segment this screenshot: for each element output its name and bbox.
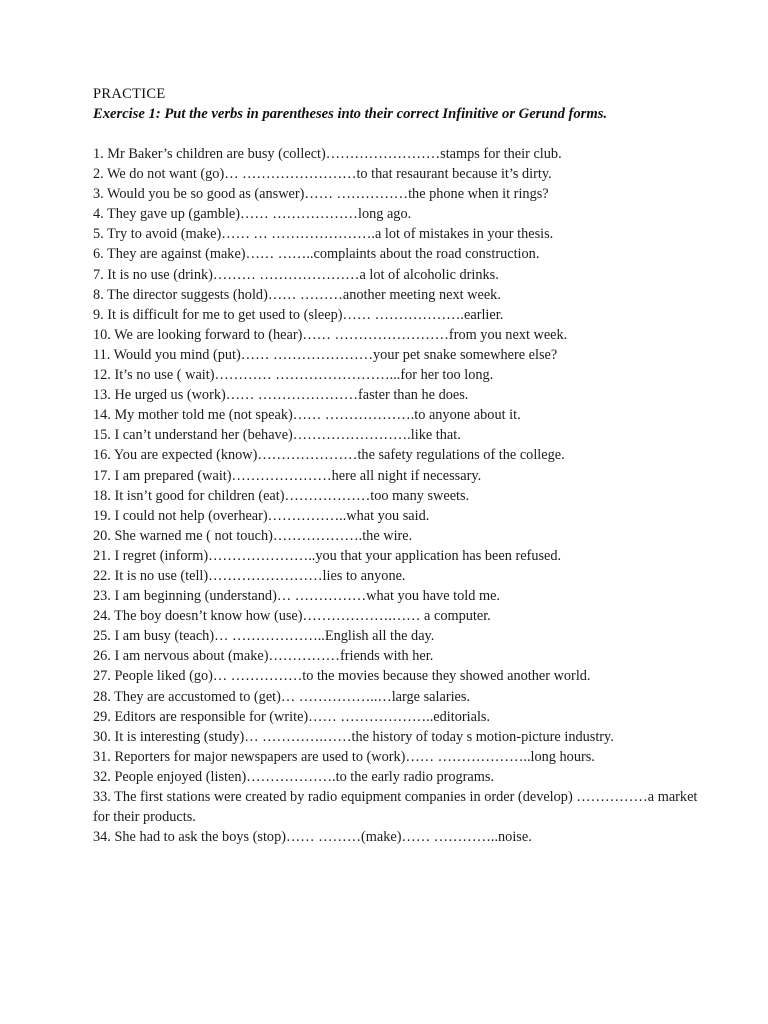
exercise-item: 28. They are accustomed to (get)… ……………..…large salaries. bbox=[93, 688, 471, 705]
exercise-item: 22. It is no use (tell)……………………lies to anyone. bbox=[93, 567, 406, 584]
exercise-item: 5. Try to avoid (make)…… … ………………….a lot of mistakes in your thesis. bbox=[93, 226, 554, 243]
exercise-item: 2. We do not want (go)… ……………………to that resaurant because it’s dirty. bbox=[93, 166, 552, 183]
page-heading: PRACTICE bbox=[93, 86, 166, 102]
exercise-item: 31. Reporters for major newspapers are used to (work)…… ………………..long hours. bbox=[93, 748, 595, 765]
document-page bbox=[93, 84, 713, 847]
exercise-item: 4. They gave up (gamble)…… ………………long ago. bbox=[93, 206, 412, 223]
exercise-item: 12. It’s no use ( wait)………… ……………………...for her too long. bbox=[93, 367, 494, 384]
exercise-item: 10. We are looking forward to (hear)…… ……………………from you next week. bbox=[93, 326, 568, 343]
exercise-item: 25. I am busy (teach)… ………………..English all the day. bbox=[93, 628, 435, 645]
exercise-item: 15. I can’t understand her (behave)…………………….like that. bbox=[93, 427, 461, 444]
exercise-item: 3. Would you be so good as (answer)…… ……………the phone when it rings? bbox=[93, 186, 549, 203]
exercise-item: 26. I am nervous about (make)……………friends with her. bbox=[93, 648, 434, 665]
exercise-item: 19. I could not help (overhear)……………..what you said. bbox=[93, 507, 430, 524]
exercise-item: 33. The first stations were created by radio equipment companies in order (develop) ……………a market for their products. bbox=[93, 789, 698, 826]
exercise-item: 16. You are expected (know)…………………the safety regulations of the college. bbox=[93, 447, 565, 464]
exercise-item: 17. I am prepared (wait)…………………here all night if necessary. bbox=[93, 467, 482, 484]
spacer bbox=[93, 124, 713, 144]
exercise-item: 32. People enjoyed (listen)……………….to the early radio programs. bbox=[93, 768, 495, 785]
exercise-item: 9. It is difficult for me to get used to (sleep)…… ……………….earlier. bbox=[93, 306, 504, 323]
exercise-item: 34. She had to ask the boys (stop)…… ………(make)…… …………..noise. bbox=[93, 829, 532, 846]
exercise-item: 30. It is interesting (study)… ………….……the history of today s motion-picture industry. bbox=[93, 728, 614, 745]
exercise-item: 23. I am beginning (understand)… ……………what you have told me. bbox=[93, 588, 500, 605]
exercise-instructions: Exercise 1: Put the verbs in parentheses into their correct Infinitive or Gerund forms. bbox=[93, 106, 608, 122]
exercise-item: 18. It isn’t good for children (eat)………………too many sweets. bbox=[93, 487, 470, 504]
exercise-item: 29. Editors are responsible for (write)…… ………………..editorials. bbox=[93, 708, 491, 725]
exercise-item: 24. The boy doesn’t know how (use)……………….…… a computer. bbox=[93, 608, 491, 625]
exercise-item: 7. It is no use (drink)……… …………………a lot of alcoholic drinks. bbox=[93, 266, 499, 283]
exercise-item: 1. Mr Baker’s children are busy (collect)……………………stamps for their club. bbox=[93, 146, 562, 162]
exercise-item: 8. The director suggests (hold)…… ………another meeting next week. bbox=[93, 286, 501, 303]
exercise-item: 11. Would you mind (put)…… …………………your pet snake somewhere else? bbox=[93, 346, 558, 363]
exercise-item: 6. They are against (make)…… ……..complaints about the road construction. bbox=[93, 246, 540, 263]
exercise-item: 27. People liked (go)… ……………to the movies because they showed another world. bbox=[93, 668, 591, 685]
exercise-item: 21. I regret (inform)…………………..you that your application has been refused. bbox=[93, 547, 562, 564]
exercise-item: 14. My mother told me (not speak)…… ……………….to anyone about it. bbox=[93, 407, 521, 424]
exercise-item: 13. He urged us (work)…… …………………faster than he does. bbox=[93, 387, 469, 404]
exercise-item: 20. She warned me ( not touch)……………….the wire. bbox=[93, 527, 413, 544]
exercise-list bbox=[93, 144, 713, 847]
